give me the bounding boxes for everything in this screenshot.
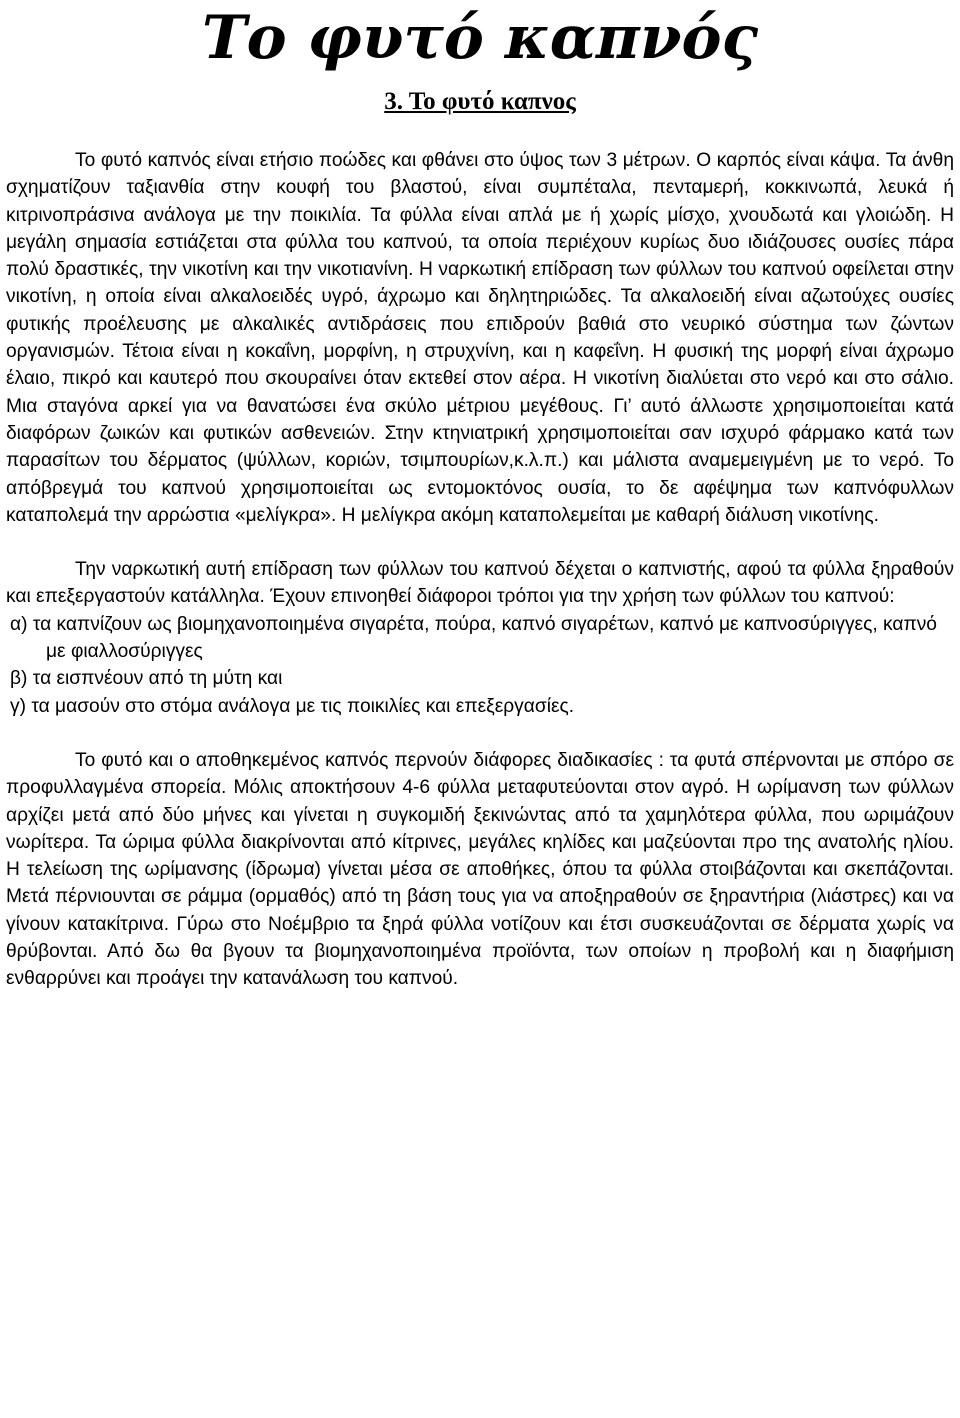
section-heading: 3. Το φυτό καπνος xyxy=(384,88,576,115)
document-title: Το φυτό καπνός xyxy=(202,3,758,73)
paragraph-narcotic-effect: Την ναρκωτική αυτή επίδραση των φύλλων του καπνού δέχεται ο καπνιστής, αφού τα φύλλα ξηραθούν και επεξεργαστούν κατάλληλα. Έχουν επινοηθεί διάφοροι τρόποι για την χρήση των φύλλων του καπνού: xyxy=(6,559,954,608)
document-page xyxy=(6,0,954,993)
paragraph-plant-description: Το φυτό καπνός είναι ετήσιο ποώδες και φθάνει στο ύψος των 3 μέτρων. Ο καρπός είναι κάψα. Τα άνθη σχηματίζουν ταξιανθία στην κουφή του βλαστού, είναι συμπέταλα, πενταμερή, κοκκινωπά, λευκά ή κιτρινοπράσινα ανάλογα με την ποικιλία. Τα φύλλα είναι απλά με ή χωρίς μίσχο, χνουδωτά και γλοιώδη. Η μεγάλη σημασία εστιάζεται στα φύλλα του καπνού, τα οποία περιέχουν κυρίως δυο ιδιάζουσες ουσίες πάρα πολύ δραστικές, την νικοτίνη και την νικοτιανίνη. Η ναρκωτική επίδραση των φύλλων του καπνού οφείλεται στην νικοτίνη, η οποία είναι αλκαλοειδές υγρό, άχρωμο και δηλητηριώδες. Τα αλκαλοειδή είναι αζωτούχες ουσίες φυτικής προέλευσης με αλκαλικές αντιδράσεις που επιδρούν βαθιά στο νευρικό σύστημα των ζώντων οργανισμών. Τέτοια είναι η κοκαΐνη, μορφίνη, η στρυχνίνη, και η καφεΐνη. Η φυσική της μορφή είναι άχρωμο έλαιο, πικρό και καυτερό που σκουραίνει όταν εκτεθεί στον αέρα. Η νικοτίνη διαλύεται στο νερό και στο σάλιο. Μια σταγόνα αρκεί για να θανατώσει ένα σκύλο μέτριου μεγέθους. Γι’ αυτό άλλωστε χρησιμοποιείται κατά διαφόρων ζωικών και φυτικών ασθενειών. Στην κτηνιατρική χρησιμοποιείται σαν ισχυρό φάρμακο κατά των παρασίτων του δέρματος (ψύλλων, κοριών, τσιμπουρίων,κ.λ.π.) και μάλιστα αναμεμειγμένη με το νερό. Το απόβρεγμά του καπνού χρησιμοποιείται ως εντομοκτόνος ουσία, το δε αφέψημα των καπνόφυλλων καταπολεμά την αρρώστια «μελίγκρα». Η μελίγκρα ακόμη καταπολεμείται με καθαρή διάλυση νικοτίνης. xyxy=(6,150,954,526)
usage-list xyxy=(6,611,954,720)
paragraph-cultivation-process: Το φυτό και ο αποθηκεμένος καπνός περνούν διάφορες διαδικασίες : τα φυτά σπέρνονται με σπόρο σε προφυλλαγμένα σπορεία. Μόλις αποκτήσουν 4-6 φύλλα μεταφυτεύονται στον αγρό. Η ωρίμανση των φύλλων αρχίζει μετά από δύο μήνες και γίνεται η συγκομιδή ξεκινώντας από τα χαμηλότερα φύλλα, που ωριμάζουν νωρίτερα. Τα ώριμα φύλλα διακρίνονται από κίτρινες, μεγάλες κηλίδες και μαζεύονται προ της ανατολής ηλίου. Η τελείωση της ωρίμανσης (ίδρωμα) γίνεται μέσα σε αποθήκες, όπου τα φύλλα στοιβάζονται και σκεπάζονται. Μετά πέρνιουνται σε ράμμα (ορμαθός) από τη βάση τους για να αποξηραθούν σε ξηραντήρια (λιάστρες) και να γίνουν κατακίτρινα. Γύρω στο Νοέμβριο τα ξηρά φύλλα νοτίζουν και έτσι συσκευάζονται σε δέρματα χωρίς να θρύβονται. Από δω θα βγουν τα βιομηχανοποιημένα προϊόντα, των οποίων η προβολή και η διαφήμιση ενθαρρύνει και προάγει την κατανάλωση του καπνού. xyxy=(6,749,954,990)
list-item: β) τα εισπνέουν από τη μύτη και xyxy=(10,668,283,690)
list-item: γ) τα μασούν στο στόμα ανάλογα με τις ποικιλίες και επεξεργασίες. xyxy=(10,695,575,717)
list-item: α) τα καπνίζουν ως βιομηχανοποιημένα σιγαρέτα, πούρα, καπνό σιγαρέτων, καπνό με καπνοσύριγγες, καπνό με φιαλλοσύριγγες xyxy=(10,613,937,663)
